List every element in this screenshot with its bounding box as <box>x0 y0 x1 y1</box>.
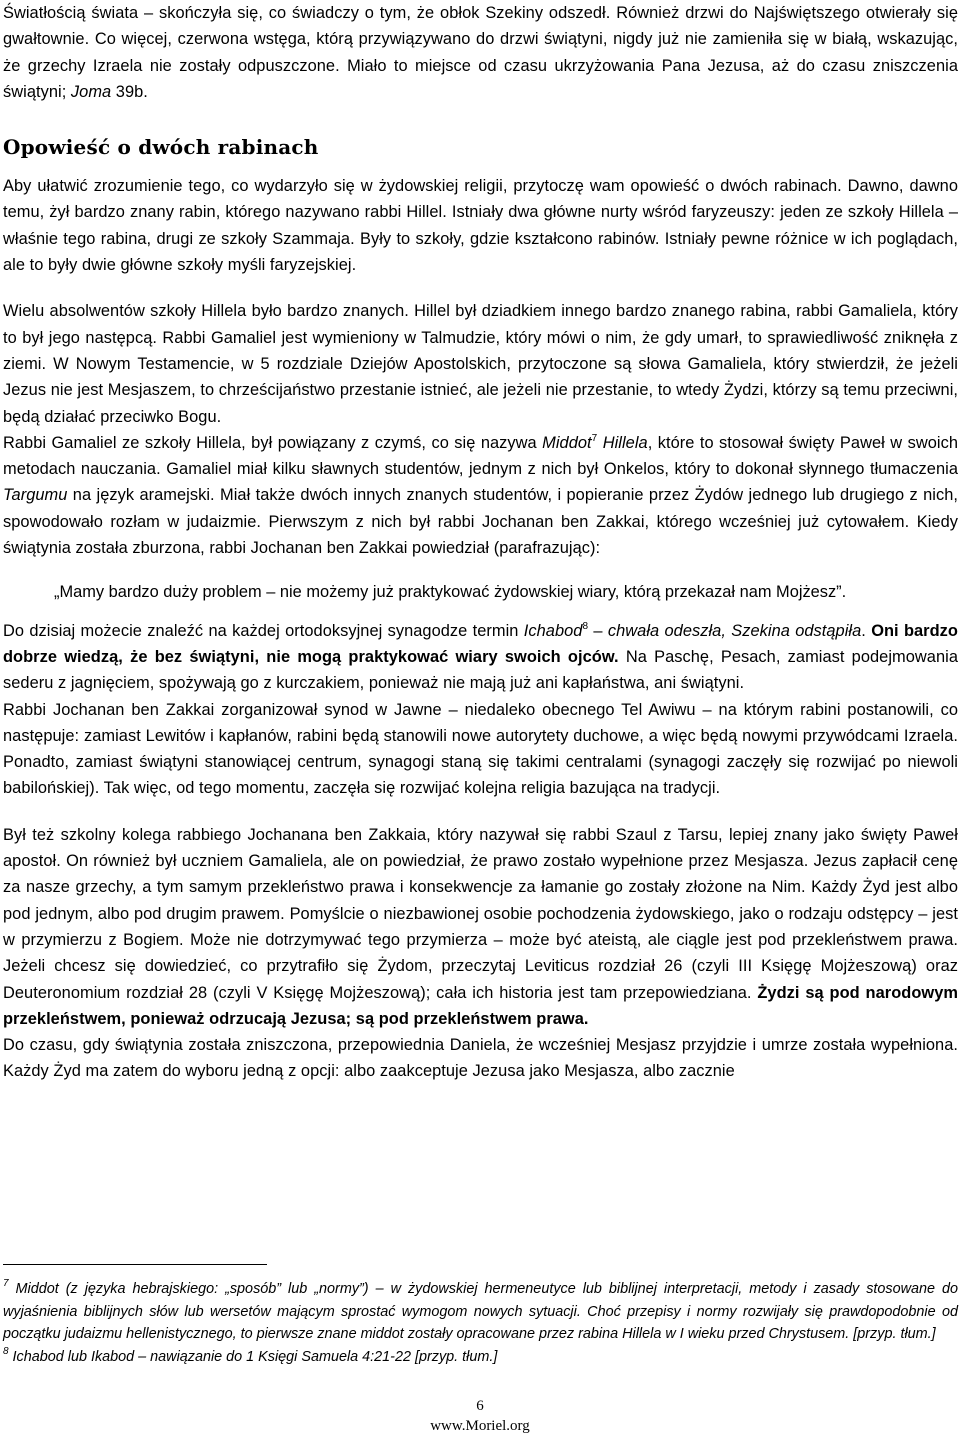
block-quote: „Mamy bardzo duży problem – nie możemy już praktykować żydowskiej wiary, którą przekazał nam Mojżesz”. <box>54 583 847 602</box>
intro-text-end: 39b. <box>111 82 148 101</box>
page-footer <box>0 1396 960 1436</box>
bold-curse-statement: Żydzi są pod narodowym przekleństwem, ponieważ odrzucają Jezusa; są pod przekleństwem prawa. <box>3 983 958 1028</box>
paragraph-ichabod: Do dzisiaj możecie znaleźć na każdej ortodoksyjnej synagodze termin Ichabod$^8$ – chwała odeszła, Szekina odstąpiła. Oni bardzo dobrze wiedzą, że bez świątyni, nie mogą praktykować wiary swoich ojców. Na Paschę, Pesach, zamiast podejmowania sederu z jagnięciem, spożywają go z kurczakiem, ponieważ nie mają już ani kapłaństwa, ani świątyni. <box>3 620 958 693</box>
bold-statement: Oni bardzo dobrze wiedzą, że bez świątyni, nie mogą praktykować wiary swoich ojców. <box>3 621 958 666</box>
paragraph-hillel-students: Wielu absolwentów szkoły Hillela było bardzo znanych. Hillel był dziadkiem innego bardzo znanego rabina, rabbi Gamaliela, który to był jego następcą. Rabbi Gamaliel jest wymieniony w Talmudzie, który mówi o nim, że gdy umarł, to sprawiedliwość zniknęła z ziemi. W Nowym Testamencie, w 5 rozdziale Dziejów Apostolskich, przytoczone są słowa Gamaliela, który stwierdził, że jeżeli Jezus nie jest Mesjaszem, to chrześcijaństwo przestanie istnieć, ale jeżeli nie przestanie, to wtedy Żydzi, którzy są temu przeciwni, będą działać przeciwko Bogu. <box>3 302 958 426</box>
page-number: 6 <box>476 1398 484 1414</box>
ichabod-term: Ichabod <box>523 621 583 640</box>
intro-text: Światłością świata – skończyła się, co świadczy o tym, że obłok Szekiny odszedł. Również drzwi do Najświętszego otwierały się gwałtownie. Co więcej, czerwona wstęga, którą przywiązywano do drzwi świątyni, nigdy już nie zamieniła się w białą, wskazując, że grzechy Izraela nie zostały odpuszczone. Miało to miejsce od czasu ukrzyżowania Pana Jezusa, aż do czasu zniszczenia świątyni; <box>3 4 958 101</box>
paragraph-daniel-prophecy: Do czasu, gdy świątynia została zniszczona, przepowiednia Daniela, że wcześniej Mesjasz przyjdzie i umrze została wypełniona. Każdy Żyd ma zatem do wyboru jedną z opcji: albo zaakceptuje Jezusa jako Mesjasza, albo zacznie <box>3 1036 958 1081</box>
footnote-8: $^8$ Ichabod lub Ikabod – nawiązanie do 1 Księgi Samuela 4:21-22 [przyp. tłum.] <box>3 1345 498 1365</box>
section-heading: Opowieść o dwóch rabinach <box>3 135 319 160</box>
footnote-7: $^7$ Middot (z języka hebrajskiego: „sposób” lub „normy”) – w żydowskiej hermeneutyce lub biblijnej interpretacji, metody i zasady stosowane do wyjaśnienia biblijnych słów lub wersetów mającym sprostać wymogom nowych sytuacji. Choć przepisy i normy rozwijały się prawdopodobnie od początku judaizmu hellenistycznego, to pierwsze znane middot zostały opracowane przez rabina Hillela w I wieku przed Chrystusem. [przyp. tłum.] <box>3 1278 958 1343</box>
paragraph-saul-tarsus: Był też szkolny kolega rabbiego Jochanana ben Zakkaia, który nazywał się rabbi Szaul z Tarsu, lepiej znany jako święty Paweł apostoł. On również był uczniem Gamaliela, ale on powiedział, że prawo zostało wypełnione przez Mesjasza. Jezus zapłacił cenę za nasze grzechy, a tym samym przekleństwo prawa i konsekwencje za łamanie go zostały złożone na Nim. Każdy Żyd jest albo pod jednym, albo pod drugim prawem. Pomyślcie o niezbawionej osobie pochodzenia żydowskiego, jako o rodzaju odstępcy – jest w przymierzu z Bogiem. Może nie dotrzymywać tego przymierza – może być ateistą, ale ciągle jest pod przekleństwem prawa. Jeżeli chcesz się dowiedzieć, co przytrafiło się Żydom, przeczytaj Leviticus rozdział 26 (czyli III Księgę Mojżeszową) oraz Deuteronomium rozdział 28 (czyli V Księgę Mojżeszową); cała ich historia jest tam przepowiedziana. Żydzi są pod narodowym przekleństwem, ponieważ odrzucają Jezusa; są pod przekleństwem prawa. <box>3 825 958 1028</box>
footnote-divider <box>3 1264 267 1265</box>
targum-term: Targumu <box>3 486 68 505</box>
footnotes <box>3 1278 958 1368</box>
paragraph-two-rabbis: Aby ułatwić zrozumienie tego, co wydarzyło się w żydowskiej religii, przytoczę wam opowieść o dwóch rabinach. Dawno, dawno temu, żył bardzo znany rabin, którego nazywano rabbi Hillel. Istniały dwa główne nurty wśród faryzeuszy: jeden ze szkoły Hillela – właśnie tego rabina, drugi ze szkoły Szammaja. Były to szkoły, gdzie kształcono rabinów. Istniały pewne różnice w ich poglądach, ale to były dwie główne szkoły myśli faryzejskiej. <box>3 177 958 275</box>
site-url: www.Moriel.org <box>430 1418 530 1434</box>
footnote-ref-8: 8 <box>582 620 589 632</box>
footnote-ref-7: 7 <box>591 432 598 444</box>
middot-term: Middot <box>542 433 592 452</box>
joma-reference: Joma <box>70 82 112 101</box>
intro-paragraph <box>0 0 958 105</box>
paragraph-gamaliel: Rabbi Gamaliel ze szkoły Hillela, był powiązany z czymś, co się nazywa Middot$^7$ Hillela, które to stosował święty Paweł w swoich metodach nauczania. Gamaliel miał kilku sławnych studentów, jednym z nich był Onkelos, który to dokonał słynnego tłumaczenia Targumu na język aramejski. Miał także dwóch innych znanych studentów, i popieranie przez Żydów jednego lub drugiego z nich, spowodowało rozłam w judaizmie. Pierwszym z nich był rabbi Jochanan ben Zakkai, którego wcześniej już cytowałem. Kiedy świątynia została zburzona, rabbi Jochanan ben Zakkai powiedział (parafrazując): <box>3 432 958 558</box>
paragraph-jawne-synod: Rabbi Jochanan ben Zakkai zorganizował synod w Jawne – niedaleko obecnego Tel Awiwu – na którym rabini postanowili, co następuje: zamiast Lewitów i kapłanów, rabini będą stanowili nowe autorytety duchowe, a więc będą nowymi przywódcami Izraela. Ponadto, zamiast świątyni stanowiącej centrum, synagogi staną się takimi centralami (synagogi zaczęły się rozwijać po niewoli babilońskiej). Tak więc, od tego momentu, zaczęła się rozwijać kolejna religia bazująca na tradycji. <box>3 700 958 798</box>
